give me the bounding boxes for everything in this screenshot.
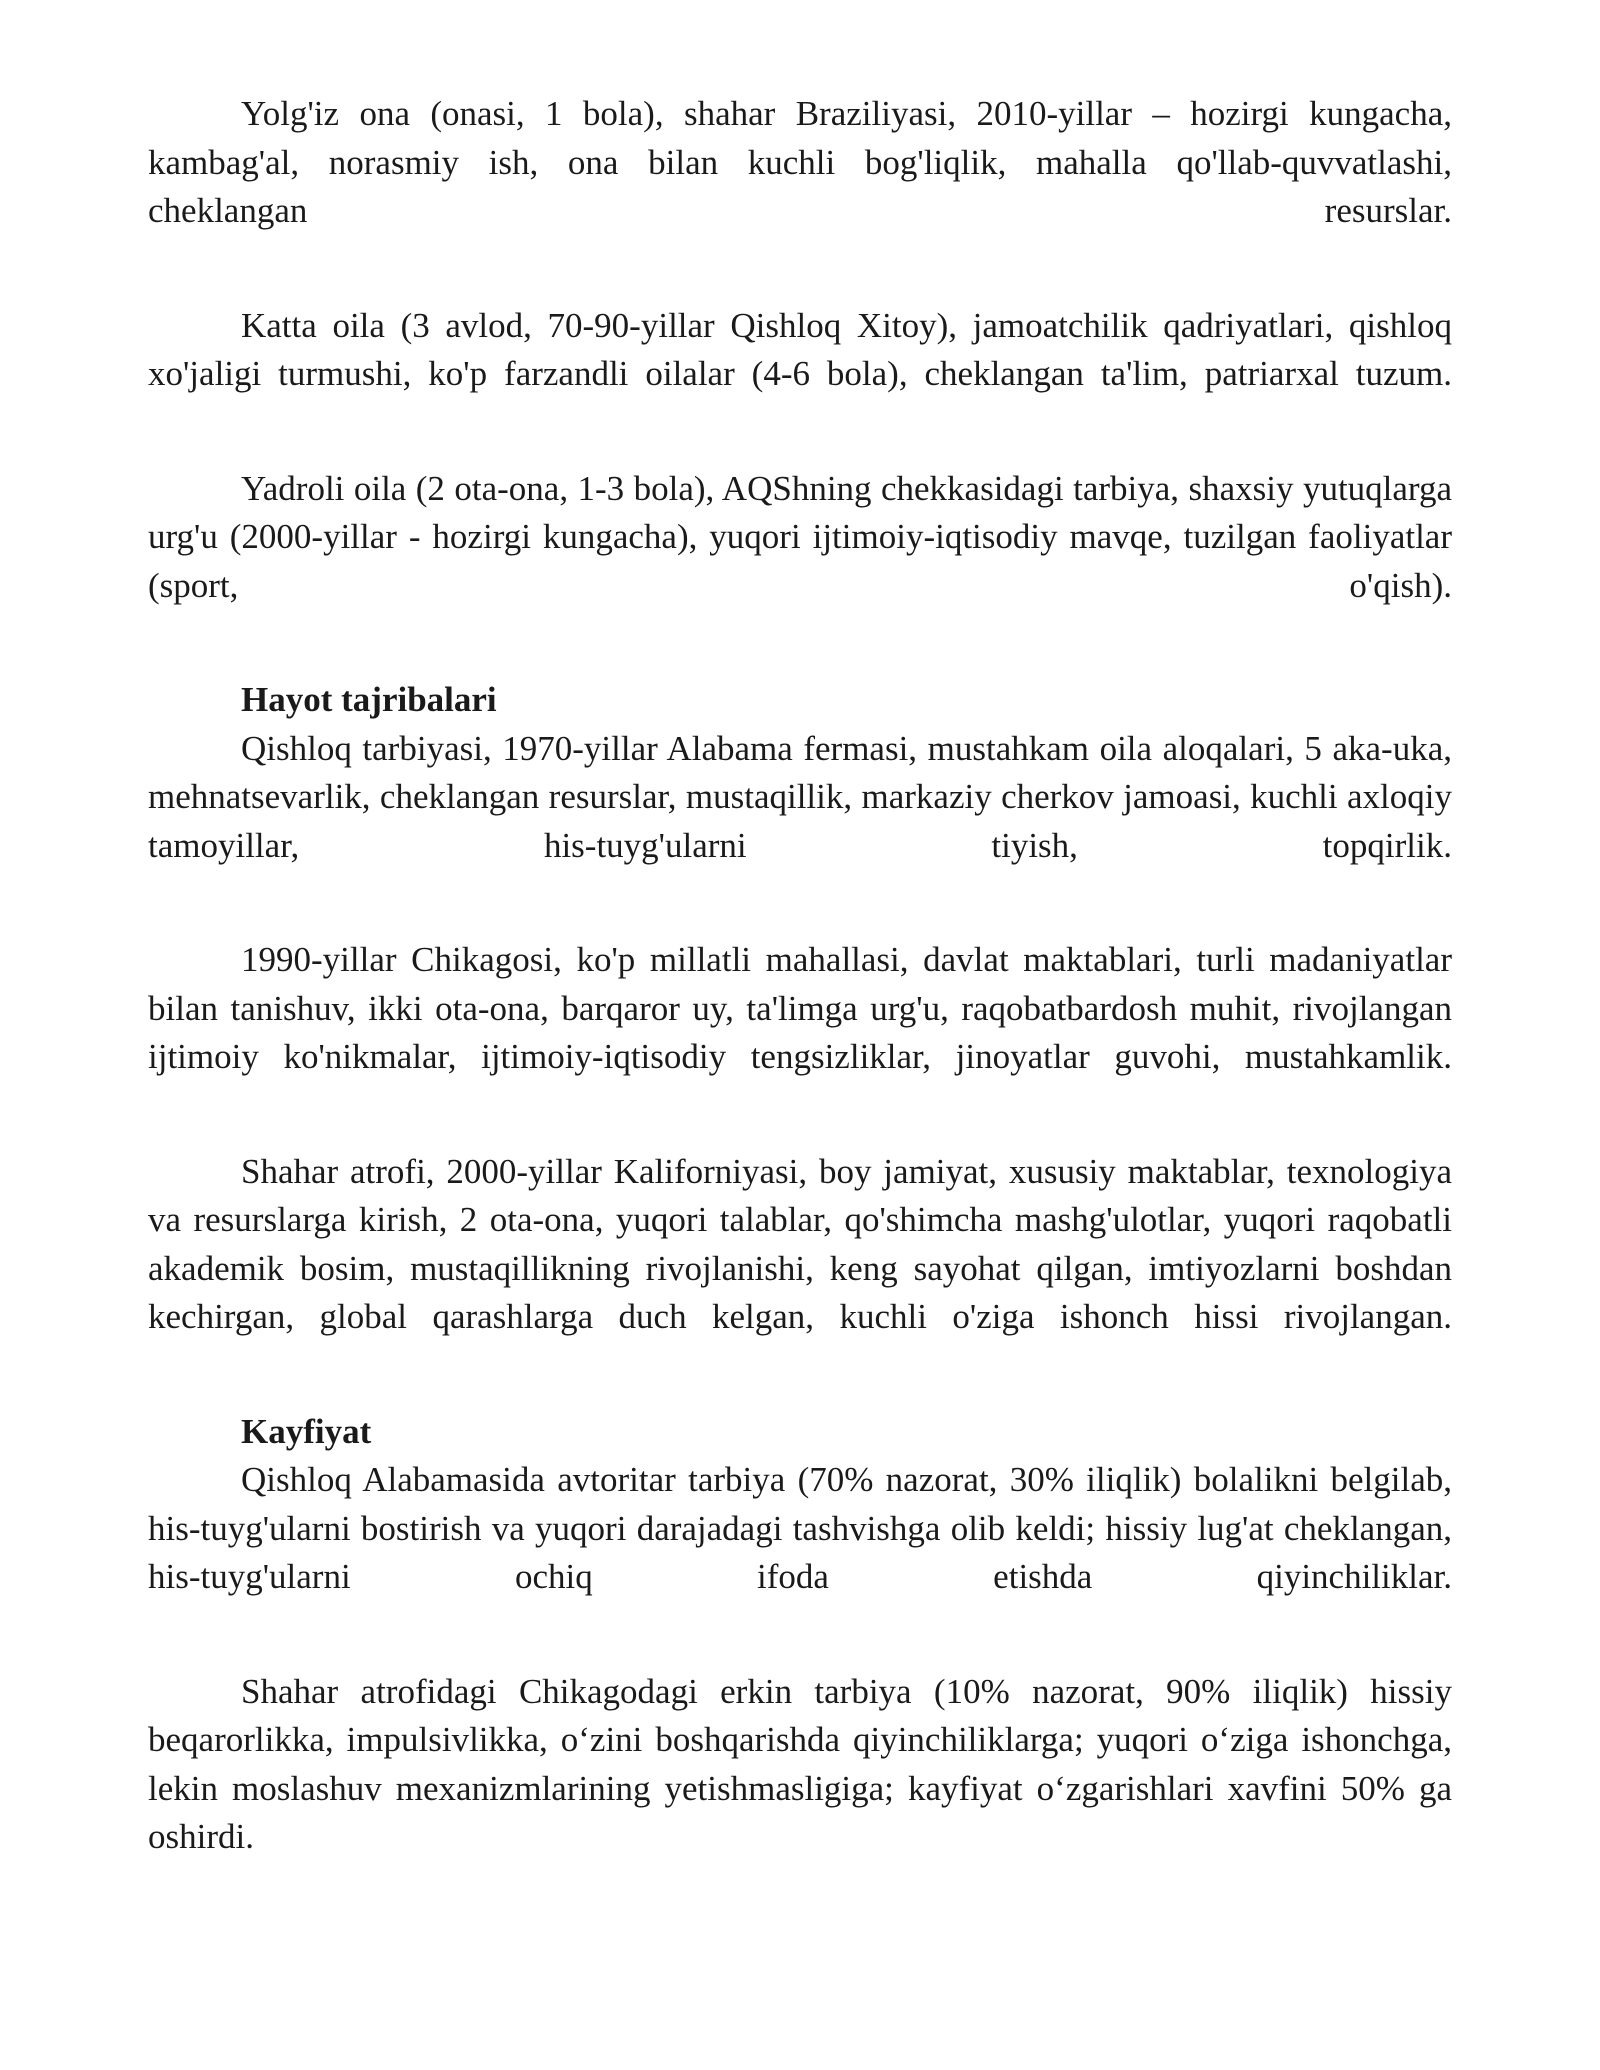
section-heading-life-experiences: Hayot tajribalari — [241, 680, 497, 719]
section-heading-mood: Kayfiyat — [241, 1411, 372, 1451]
paragraph-rural-alabama: Qishloq tarbiyasi, 1970-yillar Alabama fermasi, mustahkam oila aloqalari, 5 aka-uka, mehnatsevarlik, cheklangan resurslar, mustaqillik, markaziy cherkov jamoasi, kuchli axloqiy tamoyillar, his-tuyg'ularni tiyish, topqirlik. — [148, 728, 1452, 865]
paragraph-chicago-1990s: 1990-yillar Chikagosi, ko'p millatli mahallasi, davlat maktablari, turli madaniyatlar bilan tanishuv, ikki ota-ona, barqaror uy, ta'limga urg'u, raqobatbardosh muhit, rivojlangan ijtimoiy ko'nikmalar, ijtimoiy-iqtisodiy tengsizliklar, jinoyatlar guvohi, mustahkamlik. — [148, 940, 1452, 1076]
paragraph-single-mother: Yolg'iz ona (onasi, 1 bola), shahar Braziliyasi, 2010-yillar – hozirgi kungacha, kambag'al, norasmiy ish, ona bilan kuchli bog'liqlik, mahalla qo'llab-quvvatlashi, cheklangan resurslar. — [148, 94, 1452, 230]
paragraph-authoritarian-parenting: Qishloq Alabamasida avtoritar tarbiya (70% nazorat, 30% iliqlik) bolalikni belgilab, his-tuyg'ularni bostirish va yuqori darajadagi tashvishga olib keldi; hissiy lug'at cheklangan, his-tuyg'ularni ochiq ifoda etishda qiyinchiliklar. — [148, 1460, 1452, 1596]
document-page — [148, 90, 1452, 1928]
section-life-experiences — [148, 676, 1452, 1342]
paragraph-california-suburbs: Shahar atrofi, 2000-yillar Kaliforniyasi, boy jamiyat, xususiy maktablar, texnologiya va resurslarga kirish, 2 ota-ona, yuqori talablar, qo'shimcha mashg'ulotlar, yuqori raqobatli akademik bosim, mustaqillikning rivojlanishi, keng sayohat qilgan, imtiyozlarni boshdan kechirgan, global qarashlarga duch kelgan, kuchli o'ziga ishonch hissi rivojlangan. — [148, 1151, 1452, 1336]
paragraph-nuclear-family: Yadroli oila (2 ota-ona, 1-3 bola), AQShning chekkasidagi tarbiya, shaxsiy yutuqlarga urg'u (2000-yillar - hozirgi kungacha), yuqori ijtimoiy-iqtisodiy mavqe, tuzilgan faoliyatlar (sport, o'qish). — [148, 468, 1452, 605]
paragraph-extended-family: Katta oila (3 avlod, 70-90-yillar Qishloq Xitoy), jamoatchilik qadriyatlari, qishloq xo'jaligi turmushi, ko'p farzandli oilalar (4-6 bola), cheklangan ta'lim, patriarxal tuzum. — [148, 305, 1452, 393]
section-mood — [148, 1408, 1452, 1862]
paragraph-permissive-parenting: Shahar atrofidagi Chikagodagi erkin tarbiya (10% nazorat, 90% iliqlik) hissiy beqarorlikka, impulsivlikka, o‘zini boshqarishda qiyinchiliklarga; yuqori o‘ziga ishonchga, lekin moslashuv mexanizmlarining yetishmasligiga; kayfiyat o‘zgarishlari xavfini 50% ga oshirdi. — [148, 1671, 1452, 1856]
